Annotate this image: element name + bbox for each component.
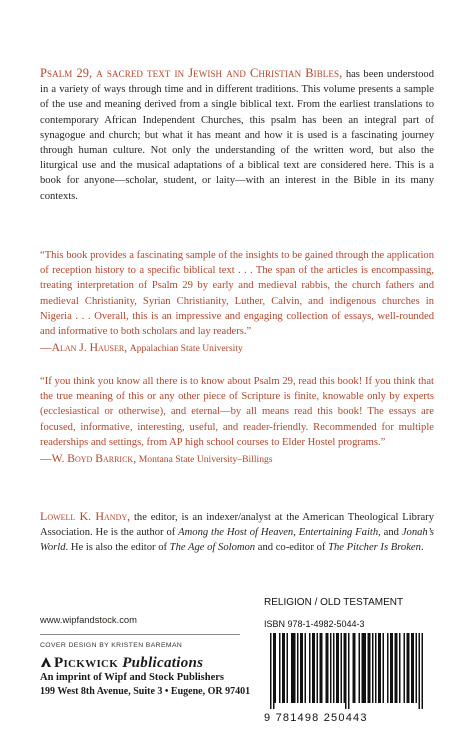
barcode-bar: [321, 633, 323, 703]
intro-body: has been understood in a variety of ways through time and in different traditions. This volume presents a sample of the use and meaning derived from a single biblical text. From the earliest translations to contemporary African Independent Churches, this psalm has been an integral part of synagogue and church; but what it has meant and how it is used is a fascinating journey through human culture. Not only the understanding of the written word, but also the liturgical use and the musical adaptations of a biblical text are considered here. This is a book for anyone—scholar, student, or laity—with an interest in the Bible in its many contexts.: [40, 69, 434, 202]
intro-paragraph: [40, 66, 434, 204]
barcode-bar: [368, 633, 370, 703]
barcode-bar: [279, 633, 281, 703]
imprint-line: An imprint of Wipf and Stock Publishers: [40, 672, 224, 683]
endorsement-2-attribution: [40, 451, 434, 467]
book-title-4: The Age of Solomon: [169, 542, 256, 554]
barcode-bar: [413, 633, 415, 703]
barcode-bar: [380, 633, 382, 703]
barcode-bar: [327, 633, 329, 703]
barcode-bar: [387, 633, 389, 703]
barcode-bar: [287, 633, 289, 703]
publisher-address: 199 West 8th Avenue, Suite 3 • Eugene, OR 97401: [40, 686, 251, 697]
barcode-bar: [297, 633, 299, 703]
barcode-bar: [345, 633, 347, 709]
editor-sep1: ,: [293, 527, 299, 539]
endorsement-1: [40, 248, 434, 356]
barcode-bar: [363, 633, 365, 703]
pickwick-logo-icon: [40, 656, 52, 668]
barcode-bar: [273, 633, 275, 709]
barcode-bar: [336, 633, 338, 703]
barcode-bar: [330, 633, 332, 703]
cover-design-credit: COVER DESIGN BY KRISTEN BAREMAN: [40, 642, 183, 649]
endorsement-1-name: —Alan J. Hauser,: [40, 341, 128, 355]
publisher-name: Pickwick: [54, 655, 119, 671]
barcode-bar: [291, 633, 293, 703]
barcode-bar: [341, 633, 343, 703]
barcode-bar: [390, 633, 392, 703]
editor-name: Lowell K. Handy,: [40, 509, 131, 523]
barcode: [262, 633, 428, 723]
endorsement-2-affiliation: Montana State University–Billings: [138, 454, 273, 466]
barcode-bar: [294, 633, 296, 703]
barcode-bar: [369, 633, 371, 703]
publisher-logo: [40, 654, 250, 672]
barcode-bar: [284, 633, 286, 703]
barcode-bar: [348, 633, 350, 709]
barcode-bar: [333, 633, 335, 703]
barcode-bar: [305, 633, 307, 703]
barcode-bar: [422, 633, 424, 709]
editor-end: .: [420, 542, 424, 554]
barcode-bar: [411, 633, 413, 703]
barcode-bar: [378, 633, 380, 703]
barcode-bar: [375, 633, 377, 703]
barcode-bar: [312, 633, 314, 703]
category-label: RELIGION / OLD TESTAMENT: [264, 597, 404, 608]
barcode-bar: [365, 633, 367, 703]
barcode-bar: [302, 633, 304, 703]
barcode-bar: [399, 633, 401, 703]
barcode-bar: [408, 633, 410, 703]
barcode-bar: [338, 633, 340, 703]
barcode-bar: [282, 633, 284, 703]
intro-lead: Psalm 29, a sacred text in Jewish and Christian Bibles,: [40, 66, 343, 80]
divider: [40, 634, 240, 635]
barcode-bar: [407, 633, 409, 703]
barcode-bar: [383, 633, 385, 703]
barcode-bars: [262, 633, 428, 711]
isbn-label: ISBN 978-1-4982-5044-3: [264, 619, 365, 629]
book-title-5: The Pitcher Is Broken: [328, 542, 421, 554]
barcode-bar: [309, 633, 311, 703]
book-title-1: Among the Host of Heaven: [178, 527, 294, 539]
barcode-bar: [344, 633, 346, 703]
barcode-bar: [416, 633, 418, 703]
barcode-bar: [362, 633, 364, 703]
endorsement-1-attribution: [40, 340, 434, 356]
endorsement-1-affiliation: Appalachian State University: [129, 343, 243, 355]
editor-sep2: , and: [378, 527, 402, 539]
publisher-name-italic: Publications: [122, 655, 204, 671]
book-title-2: Entertaining Faith: [298, 527, 379, 539]
book-title-3: Jonah’s World: [40, 527, 435, 554]
barcode-bar: [270, 633, 272, 709]
barcode-bar: [372, 633, 374, 703]
barcode-bar: [419, 633, 421, 709]
endorsement-2: [40, 374, 434, 467]
barcode-bar: [293, 633, 295, 703]
editor-bio: [40, 509, 434, 556]
barcode-bar: [317, 633, 319, 703]
barcode-bar: [326, 633, 328, 703]
endorsement-2-name: —W. Boyd Barrick,: [40, 452, 137, 466]
barcode-bar: [320, 633, 322, 703]
barcode-bar: [396, 633, 398, 703]
editor-bio-part3: and co-editor of: [255, 542, 329, 554]
endorsement-2-text: “If you think you know all there is to know about Psalm 29, read this book! If you think that the true meaning of this or any other piece of Scripture is finite, knowable only by experts (ecclesiastical or otherwise), and eternal—by all means read this book! The essays are focused, informative, interesting, useful, and reader-friendly. Recommended for multiple readerships and settings, from AP high school courses to Elder Hostel programs.”: [40, 376, 434, 448]
barcode-bar: [359, 633, 361, 703]
barcode-bar: [300, 633, 302, 703]
endorsement-1-text: “This book provides a fascinating sample of the insights to be gained through the application of reception history to a specific biblical text . . . The span of the articles is encompassing, treating interpretation of Psalm 29 by early and medieval rabbis, the church fathers and medieval Christianity, Syrian Christianity, Luther, Calvin, and indigenous churches in Nigeria . . . Overall, this is an impressive and engaging collection of essays, well-rounded and informative to both scholars and lay readers.”: [40, 250, 434, 338]
editor-bio-part2: . He is also the editor of: [65, 542, 170, 554]
barcode-bar: [404, 633, 406, 703]
barcode-digits: 9 781498 250443: [264, 712, 368, 724]
barcode-bar: [392, 633, 394, 703]
barcode-bar: [395, 633, 397, 703]
barcode-bar: [314, 633, 316, 703]
barcode-bar: [354, 633, 356, 703]
editor-bio-part1: the editor, is an indexer/analyst at the American Theological Library Association. He is the author of: [40, 512, 434, 539]
barcode-bar: [353, 633, 355, 703]
website-link[interactable]: www.wipfandstock.com: [40, 614, 137, 625]
barcode-bar: [275, 633, 277, 703]
